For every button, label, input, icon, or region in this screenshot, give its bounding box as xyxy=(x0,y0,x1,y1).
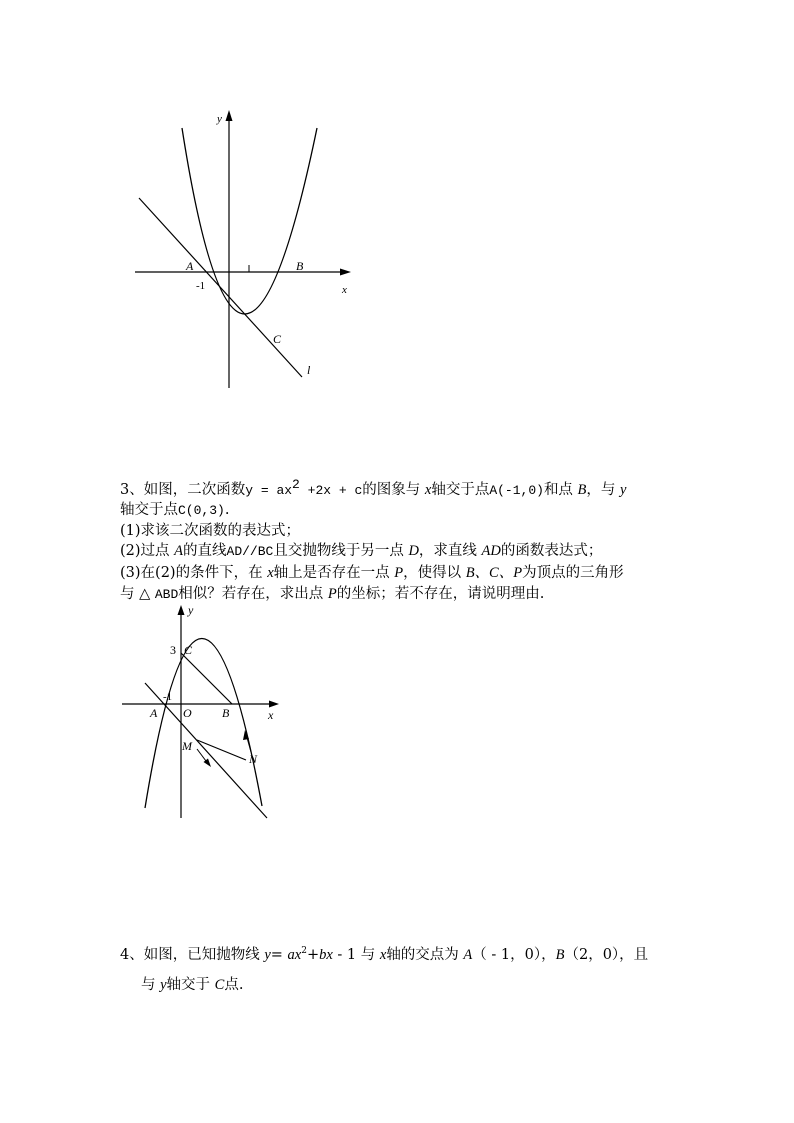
figure2-line-ad xyxy=(145,683,267,818)
problem4-line2: 与 y轴交于 C点. xyxy=(141,977,244,993)
figure1-label-x: x xyxy=(342,284,347,296)
figure2-label-minus-one: -1 xyxy=(163,691,173,703)
figure2-y-arrow xyxy=(178,605,185,615)
figure1-label-C: C xyxy=(273,332,282,346)
figure1-label-y: y xyxy=(217,113,222,125)
problem3-line2: 轴交于点C(0,3). xyxy=(120,502,230,518)
problem3-line1: 3、如图，二次函数$y = ax^2 +2x + c$的图象与 x轴交于点A(-1,0)和点 B，与 y xyxy=(120,477,627,498)
figure2-line-bc xyxy=(181,653,232,704)
figure2-label-C: C xyxy=(184,643,193,657)
problem3-question-3a: (3)在(2)的条件下，在 x轴上是否存在一点 P，使得以 B、C、P为顶点的三角形 xyxy=(120,565,624,581)
figure1-y-arrow xyxy=(226,110,233,121)
problem3-question-2: (2)过点 A的直线AD//BC且交抛物线于另一点 D，求直线 AD的函数表达式； xyxy=(120,543,603,559)
figure1-x-arrow xyxy=(340,269,351,276)
figure2-label-B: B xyxy=(222,706,230,720)
figure1-label-l: l xyxy=(307,363,311,377)
problem3-question-1: (1)求该二次函数的表达式； xyxy=(120,523,301,539)
figure-2-parabola-graph xyxy=(115,600,285,825)
figure2-label-N: N xyxy=(249,752,258,766)
figure2-x-arrow xyxy=(269,701,279,708)
figure2-label-A: A xyxy=(150,706,158,720)
problem4-line1: 4、如图，已知抛物线 $y= ax^2+bx - 1$ 与 x轴的交点为 A（ - 1，0），B（2，0），且 xyxy=(120,946,649,963)
figure1-label-A: A xyxy=(186,259,194,273)
figure2-label-x: x xyxy=(268,708,274,722)
figure2-label-y: y xyxy=(188,603,194,617)
figure2-label-O: O xyxy=(183,706,192,720)
figure2-label-M: M xyxy=(182,739,192,753)
figure-1-parabola-graph xyxy=(120,105,370,400)
figure1-label-minus-one: -1 xyxy=(196,280,206,292)
figure2-segment-mn xyxy=(197,740,246,760)
figure1-line-l xyxy=(139,198,302,377)
problem3-question-3b: 与 △ ABD相似？若存在，求出点 P的坐标；若不存在，请说明理由. xyxy=(120,586,545,602)
figure2-label-3: 3 xyxy=(170,643,176,657)
figure1-label-B: B xyxy=(296,259,304,273)
figure2-parabola xyxy=(145,638,262,808)
